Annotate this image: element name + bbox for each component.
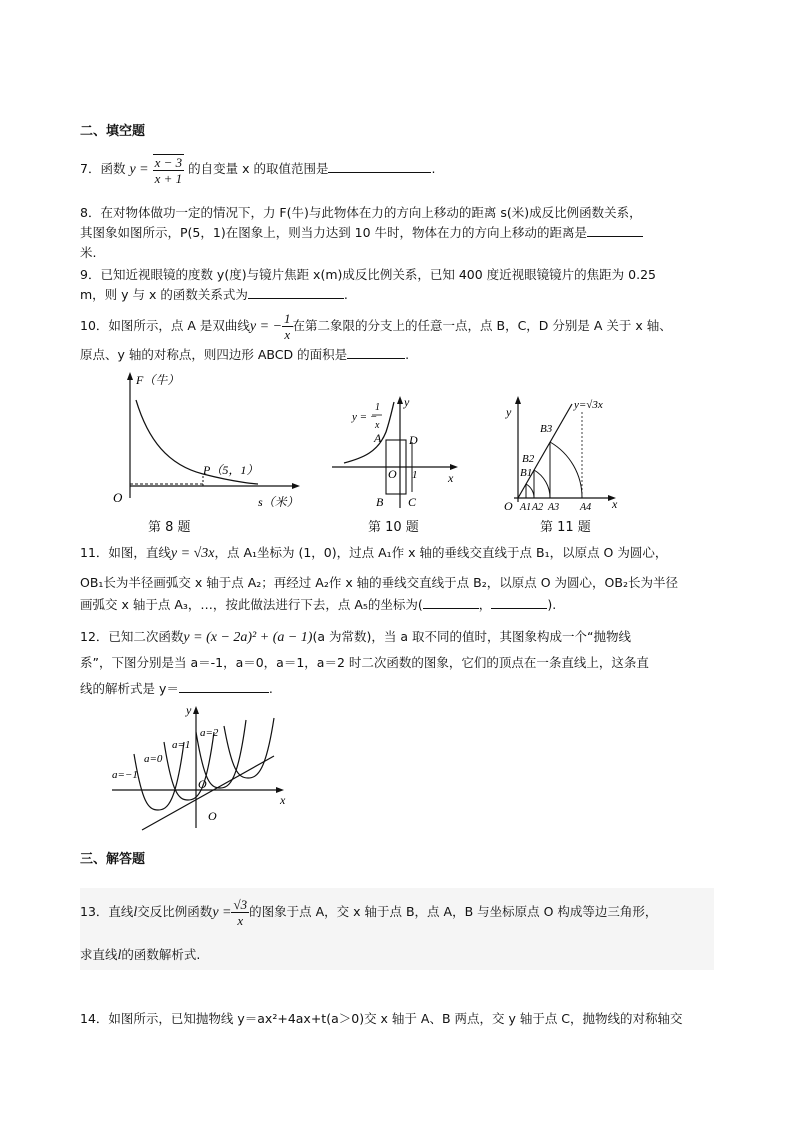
q9-answer-blank[interactable] <box>248 286 344 299</box>
fig10-caption: 第 10 题 <box>368 520 419 535</box>
q12-period: . <box>268 681 273 696</box>
q13-line2 <box>80 946 200 965</box>
q10-text: 在第二象限的分支上的任意一点，点 B，C，D 分别是 A 关于 x 轴、 <box>292 318 672 333</box>
q10-prefix: 10．如图所示，点 A 是双曲线 <box>80 318 250 333</box>
fig10-one: 1 <box>412 469 418 481</box>
q11-line1-text: ，点 A₁坐标为 (1，0)，过点 A₁作 x 轴的垂线交直线于点 B₁，以原点 O 为圆心， <box>214 545 668 560</box>
q13-math-y: y = <box>212 905 232 920</box>
q10-line1 <box>80 309 672 344</box>
fig11-y-arrow <box>515 396 521 404</box>
q13-mid: 交反比例函数 <box>137 904 213 919</box>
q13-line2-l: l <box>117 948 122 963</box>
q11-line2: OB₁长为半径画弧交 x 轴于点 A₂；再经过 A₂作 x 轴的垂线交直线于点 B₂，以原点 O 为圆心，OB₂长为半径 <box>80 575 678 590</box>
figure-8 <box>108 370 308 510</box>
fig11-func: y=√3x <box>574 399 603 411</box>
fig12-x-label: x <box>280 793 286 807</box>
fig11-A4: A4 <box>580 502 592 512</box>
q11-comma: ， <box>478 597 492 612</box>
fig11-caption: 第 11 题 <box>540 520 591 535</box>
q12-line2: 系”，下图分别是当 a＝-1，a＝0，a＝1，a＝2 时二次函数的图象，它们的顶点在一条直线上，这条直 <box>80 655 649 670</box>
fig10-func-num: 1 <box>375 402 380 413</box>
q12-answer-blank[interactable] <box>179 680 269 693</box>
fig8-origin: O <box>113 490 123 505</box>
q13-numerator: √3 <box>233 897 248 912</box>
q11-math: y = √3x <box>170 546 215 561</box>
fig11-arc3 <box>550 442 582 498</box>
q12-line3 <box>80 680 273 698</box>
q7-answer-blank[interactable] <box>328 160 431 173</box>
q11-prefix: 11．如图，直线 <box>80 545 171 560</box>
q13-line2-pre: 求直线 <box>80 947 118 962</box>
q10-answer-blank[interactable] <box>347 346 405 359</box>
q8-answer-blank[interactable] <box>587 224 643 237</box>
q9-period: . <box>343 287 348 302</box>
fig12-O1: O <box>198 777 207 791</box>
q12-line3-text: 线的解析式是 y＝ <box>80 681 179 696</box>
q11-answer-blank-x[interactable] <box>423 596 479 609</box>
fig11-arc1 <box>526 484 534 498</box>
q8-line2 <box>80 224 643 242</box>
fig10-y-arrow <box>397 396 403 404</box>
q10-period: . <box>405 347 410 362</box>
q10-numerator: 1 <box>284 311 291 326</box>
q11-answer-blank-y[interactable] <box>491 596 547 609</box>
figure-12 <box>108 702 288 832</box>
fig10-func-den: x <box>375 420 380 431</box>
fig10-D: D <box>409 433 418 447</box>
question-7 <box>80 152 435 187</box>
q10-line2-text: 原点、y 轴的对称点，则四边形 ABCD 的面积是 <box>80 347 348 362</box>
fig12-y-label: y <box>186 703 192 717</box>
fig8-y-arrow <box>127 372 133 380</box>
fig8-x-arrow <box>292 483 300 489</box>
fig8-ylabel: F（牛） <box>136 373 180 387</box>
fig11-y-label: y <box>506 405 512 419</box>
q7-numerator: x − 3 <box>154 154 183 170</box>
section-heading-fill-blank: 二、填空题 <box>80 124 146 139</box>
fig11-O: O <box>504 499 513 512</box>
fig12-y-arrow <box>193 706 199 714</box>
q13-line2-post: 的函数解析式. <box>121 947 201 962</box>
q11-close: ). <box>547 597 557 612</box>
q7-text: 的自变量 x 的取值范围是 <box>188 161 329 176</box>
q8-line2-text: 其图象如图所示，P(5，1)在图象上，则当力达到 10 牛时，物体在力的方向上移动的距离是 <box>80 225 588 240</box>
fig10-x-label: x <box>448 471 454 485</box>
q11-line3-text: 画弧交 x 轴于点 A₃，…，按此做法进行下去，点 A₅的坐标为( <box>80 597 423 612</box>
fig12-label-a1: a=1 <box>172 739 191 751</box>
q10-denominator: x <box>284 327 291 342</box>
fig11-B1: B1 <box>520 467 533 479</box>
fig11-B2: B2 <box>522 453 535 465</box>
q7-prefix: 7．函数 <box>80 161 126 176</box>
q13-fraction <box>231 897 249 928</box>
q7-math-y: y = <box>129 162 149 177</box>
figure-10 <box>328 392 468 510</box>
fig12-label-a2: a=2 <box>200 727 219 739</box>
figure-11 <box>498 392 628 512</box>
q8-line3: 米. <box>80 245 97 260</box>
q12-prefix: 12．已知二次函数 <box>80 629 184 644</box>
fig12-O2: O <box>208 809 217 823</box>
q13-line-l: l <box>133 905 138 920</box>
fig10-x-arrow <box>450 464 458 470</box>
q7-period: . <box>431 161 436 176</box>
fig11-A2: A2 <box>532 502 544 512</box>
q7-fraction <box>153 154 185 186</box>
fig10-func-label: y = − <box>352 411 378 423</box>
fig11-B3: B3 <box>540 423 553 435</box>
fig10-B: B <box>376 495 384 509</box>
fig8-point-label: P（5，1） <box>203 463 259 477</box>
q9-line2 <box>80 286 348 304</box>
q13-text: 的图象于点 A，交 x 轴于点 B，点 A，B 与坐标原点 O 构成等边三角形， <box>249 904 658 919</box>
q11-line3 <box>80 596 556 614</box>
q10-math-y: y = − <box>249 319 283 334</box>
q12-math: y = (x − 2a)² + (a − 1) <box>183 630 313 645</box>
section-heading-solve: 三、解答题 <box>80 852 146 867</box>
q13-line1 <box>80 894 657 931</box>
fig12-parabola-a2 <box>224 718 274 778</box>
q13-prefix: 13．直线 <box>80 904 134 919</box>
q9-line1: 9．已知近视眼镜的度数 y(度)与镜片焦距 x(m)成反比例关系，已知 400 度近视眼镜镜片的焦距为 0.25 <box>80 267 656 282</box>
q9-line2-text: m，则 y 与 x 的函数关系式为 <box>80 287 248 302</box>
fig8-xlabel: s（米） <box>258 495 299 509</box>
fig11-x-label: x <box>612 497 618 511</box>
q8-line1: 8．在对物体做功一定的情况下，力 F(牛)与此物体在力的方向上移动的距离 s(米)成反比例函数关系， <box>80 205 642 220</box>
q10-line2 <box>80 346 409 364</box>
fig11-arc2 <box>534 470 550 498</box>
fig11-A3: A3 <box>548 502 560 512</box>
fig10-A: A <box>374 431 382 445</box>
fig11-A1: A1 <box>520 502 532 512</box>
q10-fraction <box>282 311 293 342</box>
fig8-caption: 第 8 题 <box>148 520 191 535</box>
q12-line1-text: (a 为常数)，当 a 取不同的值时，其图象构成一个“抛物线 <box>312 629 631 644</box>
q12-line1 <box>80 628 631 647</box>
fig12-label-a0: a=0 <box>144 753 163 765</box>
q11-line1 <box>80 544 667 563</box>
fig10-y-label: y <box>404 395 410 409</box>
q13-denominator: x <box>237 913 244 928</box>
fig10-C: C <box>408 495 417 509</box>
fig12-label-am1: a=−1 <box>112 769 138 781</box>
q7-denominator: x + 1 <box>154 170 183 186</box>
fig10-O: O <box>388 467 397 481</box>
q14-line1: 14．如图所示，已知抛物线 y＝ax²+4ax+t(a＞0)交 x 轴于 A、B 两点，交 y 轴于点 C，抛物线的对称轴交 <box>80 1011 683 1026</box>
